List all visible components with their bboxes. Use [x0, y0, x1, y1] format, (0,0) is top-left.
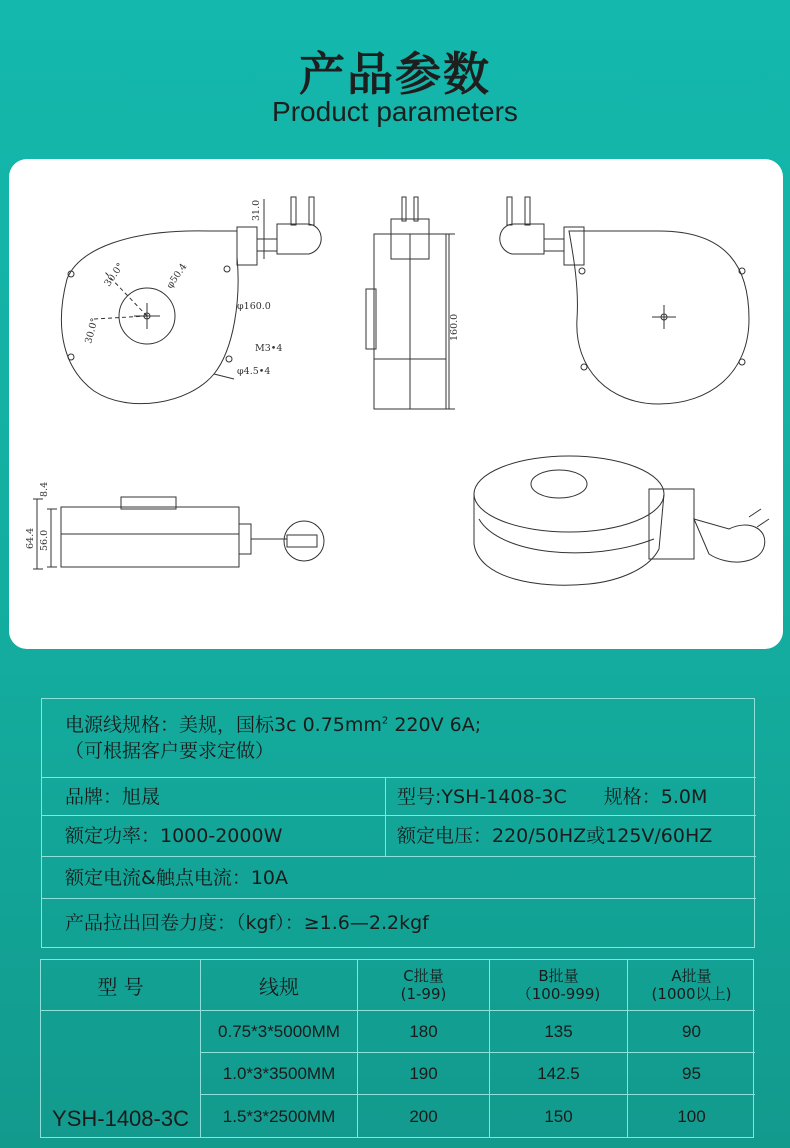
- header-c-title: C批量: [403, 967, 444, 985]
- row1-c: 180: [358, 1011, 490, 1053]
- row3-a: 100: [677, 1106, 706, 1126]
- back-view-drawing: [500, 197, 749, 404]
- header-model: 型 号: [41, 960, 201, 1011]
- dim-m3: M3•4: [255, 343, 283, 354]
- header-wire: 线规: [201, 960, 358, 1011]
- technical-drawing-card: [9, 159, 783, 649]
- spec-row-current: [42, 857, 756, 899]
- price-table: [40, 959, 754, 1138]
- row2-b: 142.5: [490, 1053, 628, 1095]
- spec-cord: [42, 699, 756, 777]
- model-cell: YSH-1408-3C: [41, 1011, 201, 1138]
- bottom-view-drawing: [33, 497, 324, 569]
- technical-drawing: [9, 159, 783, 649]
- dim-8-4: 8.4: [39, 481, 50, 497]
- header-b-batch: [490, 960, 628, 1011]
- spec-row-cord: [42, 699, 756, 778]
- header-a-title: A批量: [671, 967, 712, 985]
- dim-56: 56.0: [39, 529, 50, 551]
- dim-31: 31.0: [251, 199, 262, 221]
- dim-phi160: φ160.0: [237, 301, 271, 312]
- dim-phi45: φ4.5•4: [237, 366, 271, 377]
- row3-b: 150: [490, 1095, 628, 1138]
- header-a-range: (1000以上): [651, 985, 732, 1003]
- spec-cord-label: 电源线规格：美规，国标3c 0.75mm: [65, 714, 382, 736]
- spec-voltage: 额定电压：220/50HZ或125V/60HZ: [385, 816, 756, 856]
- page-title: 产品参数: [299, 47, 491, 101]
- header-a-batch: [628, 960, 755, 1011]
- row1-wire: 0.75*3*5000MM: [201, 1011, 358, 1053]
- spec-box: [41, 698, 755, 948]
- row1-a: 90: [628, 1011, 755, 1053]
- dim-64-4: 64.4: [25, 527, 36, 549]
- side-view-drawing: [366, 197, 455, 409]
- row2-c: 190: [358, 1053, 490, 1095]
- dim-phi50: φ50.4: [164, 261, 190, 291]
- front-view-drawing: [61, 197, 321, 404]
- row3-wire: 1.5*3*2500MM: [201, 1095, 358, 1138]
- row2-wire: 1.0*3*3500MM: [201, 1053, 358, 1095]
- spec-power: 额定功率：1000-2000W: [65, 825, 283, 847]
- row1-b: 135: [490, 1011, 628, 1053]
- spec-cord-tail: 220V 6A;: [388, 714, 482, 736]
- spec-model-size: [385, 778, 756, 815]
- spec-row-power: [42, 816, 756, 857]
- dim-height-160: 160.0: [449, 313, 460, 341]
- row2-a: 95: [628, 1053, 755, 1095]
- header-c-batch: [358, 960, 490, 1011]
- spec-cord-note: （可根据客户要求定做）: [65, 740, 275, 762]
- spec-model: 型号:YSH-1408-3C: [397, 785, 567, 808]
- page-subtitle: Product parameters: [272, 96, 518, 127]
- dim-30-angle-a: 30.0°: [102, 261, 127, 289]
- spec-force: 产品拉出回卷力度：（kgf）：≥1.6—2.2kgf: [65, 912, 429, 934]
- header-b-title: B批量: [538, 967, 579, 985]
- header-c-range: (1-99): [400, 985, 447, 1003]
- spec-current: 额定电流&触点电流：10A: [65, 866, 288, 889]
- row3-c: 200: [358, 1095, 490, 1138]
- dim-30-angle-b: 30.0°: [83, 316, 101, 345]
- isometric-view-drawing: [474, 456, 769, 585]
- spec-cord-sup: 2: [381, 715, 389, 727]
- spec-size: 规格：5.0M: [603, 785, 708, 808]
- spec-row-force: [42, 899, 756, 947]
- spec-brand: 品牌：旭晟: [65, 785, 161, 808]
- header-b-range: （100-999): [516, 985, 601, 1003]
- spec-row-brand: [42, 778, 756, 816]
